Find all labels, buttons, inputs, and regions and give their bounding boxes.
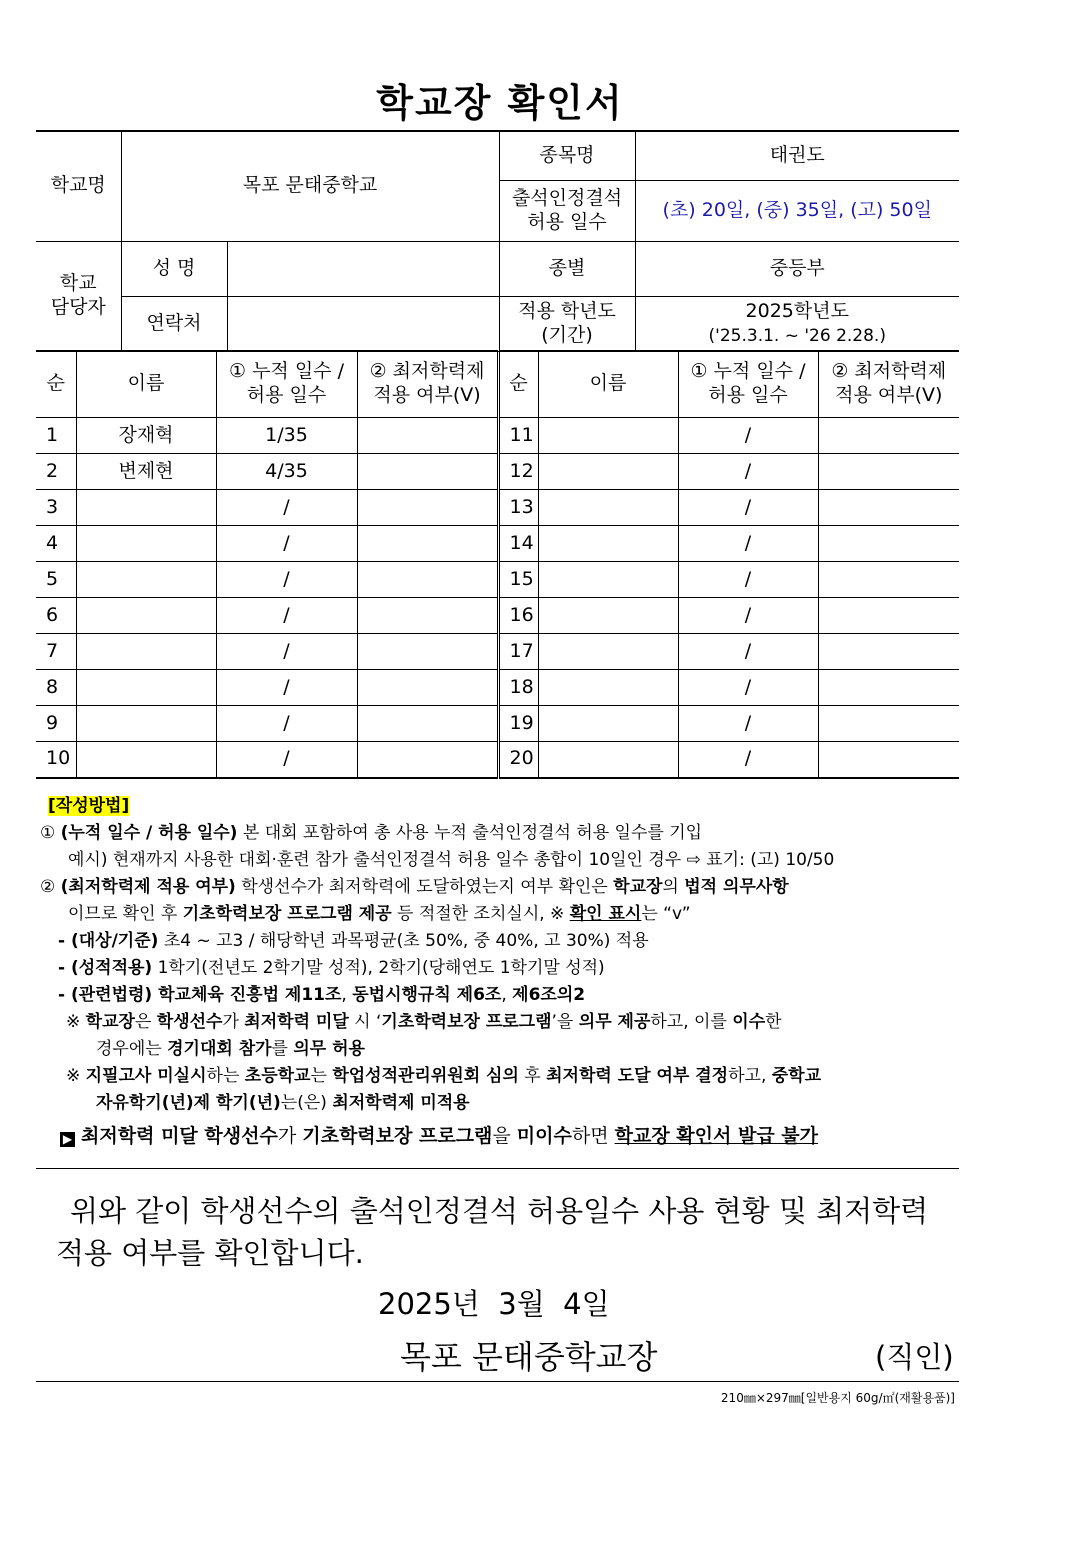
name-label: 성 명 bbox=[121, 241, 227, 296]
min-academic-check-cell[interactable] bbox=[818, 634, 959, 670]
contact-value-field[interactable] bbox=[227, 296, 499, 351]
year-label: 적용 학년도 (기간) bbox=[499, 296, 635, 351]
table-row bbox=[36, 490, 959, 526]
note2: ※ 지필고사 미실시하는 초등학교는 학업성적관리위원회 심의 후 최저학력 도달 여부 결정하고, 중학교 bbox=[66, 1066, 822, 1086]
min-academic-check-cell[interactable] bbox=[818, 706, 959, 742]
student-name-cell[interactable] bbox=[76, 562, 216, 598]
min-academic-check-cell[interactable] bbox=[357, 598, 498, 634]
min-academic-check-cell[interactable] bbox=[818, 562, 959, 598]
cumulative-days-cell[interactable]: 1/35 bbox=[216, 418, 357, 454]
cumulative-days-cell[interactable]: / bbox=[678, 598, 818, 634]
student-name-cell[interactable]: 변제현 bbox=[76, 454, 216, 490]
info-table bbox=[36, 130, 959, 352]
header-cumulative: ① 누적 일수 / 허용 일수 bbox=[216, 351, 357, 418]
header-name: 이름 bbox=[538, 351, 678, 418]
cumulative-days-cell[interactable]: / bbox=[216, 634, 357, 670]
student-name-cell[interactable] bbox=[538, 634, 678, 670]
student-name-cell[interactable] bbox=[76, 526, 216, 562]
cumulative-days-cell[interactable]: / bbox=[678, 742, 818, 778]
table-row bbox=[36, 670, 959, 706]
student-name-cell[interactable] bbox=[538, 742, 678, 778]
row-number: 8 bbox=[36, 670, 76, 706]
seal-label: (직인) bbox=[875, 1340, 954, 1374]
paper-spec: 210㎜×297㎜[일반용지 60g/㎡(재활용품)] bbox=[720, 1391, 955, 1405]
min-academic-check-cell[interactable] bbox=[357, 706, 498, 742]
allowed-days-label: 출석인정결석 허용 일수 bbox=[499, 180, 635, 241]
cumulative-days-cell[interactable]: / bbox=[216, 670, 357, 706]
division-value: 중등부 bbox=[635, 241, 959, 296]
item2-mark: ② bbox=[40, 877, 56, 897]
row-number: 2 bbox=[36, 454, 76, 490]
contact-label: 연락처 bbox=[121, 296, 227, 351]
row-number: 18 bbox=[498, 670, 538, 706]
student-name-cell[interactable] bbox=[538, 706, 678, 742]
student-name-cell[interactable]: 장재혁 bbox=[76, 418, 216, 454]
name-value-field[interactable] bbox=[227, 241, 499, 296]
table-row bbox=[36, 454, 959, 490]
table-header-row bbox=[36, 351, 959, 418]
row-number: 14 bbox=[498, 526, 538, 562]
min-academic-check-cell[interactable] bbox=[818, 490, 959, 526]
student-name-cell[interactable] bbox=[538, 670, 678, 706]
min-academic-check-cell[interactable] bbox=[357, 670, 498, 706]
detail-law: - (관련법령) 학교체육 진흥법 제11조, 동법시행규칙 제6조, 제6조의2 bbox=[58, 985, 586, 1005]
division-label: 종별 bbox=[499, 241, 635, 296]
event-label: 종목명 bbox=[499, 131, 635, 180]
row-number: 12 bbox=[498, 454, 538, 490]
min-academic-check-cell[interactable] bbox=[818, 670, 959, 706]
detail-grades: - (성적적용) 1학기(전년도 2학기말 성적), 2학기(당해연도 1학기말 성적) bbox=[58, 958, 605, 978]
item2-line2: 이므로 확인 후 기초학력보장 프로그램 제공 등 적절한 조치실시, ※ 확인 표시는 “v” bbox=[68, 904, 691, 924]
cumulative-days-cell[interactable]: / bbox=[678, 634, 818, 670]
table-row bbox=[36, 634, 959, 670]
table-row bbox=[36, 526, 959, 562]
student-name-cell[interactable] bbox=[76, 742, 216, 778]
table-row bbox=[36, 706, 959, 742]
cumulative-days-cell[interactable]: / bbox=[216, 490, 357, 526]
min-academic-check-cell[interactable] bbox=[357, 634, 498, 670]
min-academic-check-cell[interactable] bbox=[357, 454, 498, 490]
min-academic-check-cell[interactable] bbox=[818, 526, 959, 562]
row-number: 4 bbox=[36, 526, 76, 562]
min-academic-check-cell[interactable] bbox=[818, 418, 959, 454]
note1-line2: 경우에는 경기대회 참가를 의무 허용 bbox=[96, 1039, 365, 1059]
header-name: 이름 bbox=[76, 351, 216, 418]
table-row bbox=[36, 562, 959, 598]
item1-example: 예시) 현재까지 사용한 대회·훈련 참가 출석인정결석 허용 일수 총합이 10일인 경우 ⇨ 표기: (고) 10/50 bbox=[68, 850, 835, 870]
min-academic-check-cell[interactable] bbox=[357, 526, 498, 562]
min-academic-check-cell[interactable] bbox=[357, 562, 498, 598]
cumulative-days-cell[interactable]: / bbox=[678, 670, 818, 706]
row-number: 1 bbox=[36, 418, 76, 454]
min-academic-check-cell[interactable] bbox=[818, 454, 959, 490]
divider bbox=[36, 1381, 959, 1382]
detail-target: - (대상/기준) 초4 ~ 고3 / 해당학년 과목평균(초 50%, 중 40%, 고 30%) 적용 bbox=[58, 931, 649, 951]
school-value: 목포 문태중학교 bbox=[121, 131, 499, 241]
row-number: 19 bbox=[498, 706, 538, 742]
manager-label: 학교 담당자 bbox=[36, 241, 121, 351]
table-row bbox=[36, 598, 959, 634]
student-name-cell[interactable] bbox=[76, 634, 216, 670]
cumulative-days-cell[interactable]: / bbox=[216, 598, 357, 634]
row-number: 5 bbox=[36, 562, 76, 598]
row-number: 20 bbox=[498, 742, 538, 778]
cumulative-days-cell[interactable]: / bbox=[216, 706, 357, 742]
student-name-cell[interactable] bbox=[76, 706, 216, 742]
event-value: 태권도 bbox=[635, 131, 959, 180]
row-number: 16 bbox=[498, 598, 538, 634]
school-label: 학교명 bbox=[36, 131, 121, 241]
note1: ※ 학교장은 학생선수가 최저학력 미달 시 ‘기초학력보장 프로그램’을 의무 제공하고, 이를 이수한 bbox=[66, 1012, 782, 1032]
min-academic-check-cell[interactable] bbox=[357, 490, 498, 526]
cumulative-days-cell[interactable]: / bbox=[216, 526, 357, 562]
document-title: 학교장 확인서 bbox=[376, 81, 624, 125]
row-number: 6 bbox=[36, 598, 76, 634]
cumulative-days-cell[interactable]: / bbox=[216, 742, 357, 778]
student-name-cell[interactable] bbox=[538, 562, 678, 598]
student-name-cell[interactable] bbox=[76, 598, 216, 634]
row-number: 11 bbox=[498, 418, 538, 454]
min-academic-check-cell[interactable] bbox=[357, 742, 498, 778]
row-number: 7 bbox=[36, 634, 76, 670]
header-min-academic: ② 최저학력제 적용 여부(V) bbox=[818, 351, 959, 418]
row-number: 13 bbox=[498, 490, 538, 526]
student-name-cell[interactable] bbox=[538, 598, 678, 634]
student-table bbox=[36, 350, 959, 779]
header-no: 순 bbox=[36, 351, 76, 418]
cumulative-days-cell[interactable]: / bbox=[678, 526, 818, 562]
year-value: 2025학년도 ('25.3.1. ~ '26 2.28.) bbox=[635, 296, 959, 351]
cumulative-days-cell[interactable]: / bbox=[678, 454, 818, 490]
student-name-cell[interactable] bbox=[538, 454, 678, 490]
divider bbox=[36, 1168, 959, 1169]
student-name-cell[interactable] bbox=[538, 490, 678, 526]
cumulative-days-cell[interactable]: / bbox=[216, 562, 357, 598]
allowed-days-value: (초) 20일, (중) 35일, (고) 50일 bbox=[635, 180, 959, 241]
student-name-cell[interactable] bbox=[76, 670, 216, 706]
cumulative-days-cell[interactable]: / bbox=[678, 490, 818, 526]
student-name-cell[interactable] bbox=[538, 526, 678, 562]
table-row bbox=[36, 418, 959, 454]
student-name-cell[interactable] bbox=[538, 418, 678, 454]
header-cumulative: ① 누적 일수 / 허용 일수 bbox=[678, 351, 818, 418]
min-academic-check-cell[interactable] bbox=[818, 742, 959, 778]
cumulative-days-cell[interactable]: / bbox=[678, 706, 818, 742]
issue-date: 2025년 3월 4일 bbox=[378, 1287, 610, 1321]
header-no: 순 bbox=[498, 351, 538, 418]
row-number: 15 bbox=[498, 562, 538, 598]
row-number: 3 bbox=[36, 490, 76, 526]
instructions: [작성방법] ① (누적 일수 / 허용 일수) 본 대회 포함하여 총 사용 누적 출석인정결석 허용 일수를 기입 예시) 현재까지 사용한 대회·훈련 참가 출석인정결석 허용 일수 총합이 10일인 경우 ⇨ 표기: (고) 10/50 ② (최저학력제 적용 여부) 학생선수가 최저학력에 도달하였는지 여부 확인은 학교장의 법적 의무사항 이므로 확인 후 기초학력보장 프로그램 제공 등 적절한 조치실시, ※ 확인 표시는 “v” - (대상/기준) 초4 ~ 고3 / 해당학년 과목평균(초 50%, 중 40%, 고 30%) 적용 - (성적적용) 1학기(전년도 2학기말 성적), 2학기(당해연도 1학기말 성적) - (관련법령) 학교체육 진흥법 제11조, 동법시행규칙 제6조, 제6조의2 ※ 학교장은 학생선수가 최저학력 미달 시 ‘기초학력보장 프로그램’을 의무 제공하고, 이를 이수한 경우에는 경기대회 참가를 의무 허용 ※ 지필고사 미실시하는 초등학교는 학업성적관리위원회 심의 후 최저학력 도달 여부 결정하고, 중학교 자유학기(년)제 학기(년)는(은) 최저학력제 미적용 ▶ 최저학력 미달 학생선수가 기초학력보장 프로그램을 미이수하면 학교장 확인서 발급 불가 bbox=[40, 793, 960, 1150]
cumulative-days-cell[interactable]: / bbox=[678, 562, 818, 598]
row-number: 10 bbox=[36, 742, 76, 778]
confirmation-text: 위와 같이 학생선수의 출석인정결석 허용일수 사용 현황 및 최저학력 적용 여부를 확인합니다. bbox=[56, 1194, 929, 1270]
min-academic-check-cell[interactable] bbox=[818, 598, 959, 634]
min-academic-check-cell[interactable] bbox=[357, 418, 498, 454]
table-row bbox=[36, 742, 959, 778]
note2-line2: 자유학기(년)제 학기(년)는(은) 최저학력제 미적용 bbox=[96, 1093, 470, 1113]
header-min-academic: ② 최저학력제 적용 여부(V) bbox=[357, 351, 498, 418]
row-number: 17 bbox=[498, 634, 538, 670]
item1-mark: ① bbox=[40, 823, 56, 843]
final-note: ▶ 최저학력 미달 학생선수가 기초학력보장 프로그램을 미이수하면 학교장 확인서 발급 불가 bbox=[40, 1123, 960, 1150]
cumulative-days-cell[interactable]: / bbox=[678, 418, 818, 454]
row-number: 9 bbox=[36, 706, 76, 742]
cumulative-days-cell[interactable]: 4/35 bbox=[216, 454, 357, 490]
signer-name: 목포 문태중학교장 bbox=[400, 1338, 658, 1376]
instructions-heading: [작성방법] bbox=[48, 796, 130, 816]
student-name-cell[interactable] bbox=[76, 490, 216, 526]
arrow-box-icon: ▶ bbox=[60, 1132, 75, 1147]
